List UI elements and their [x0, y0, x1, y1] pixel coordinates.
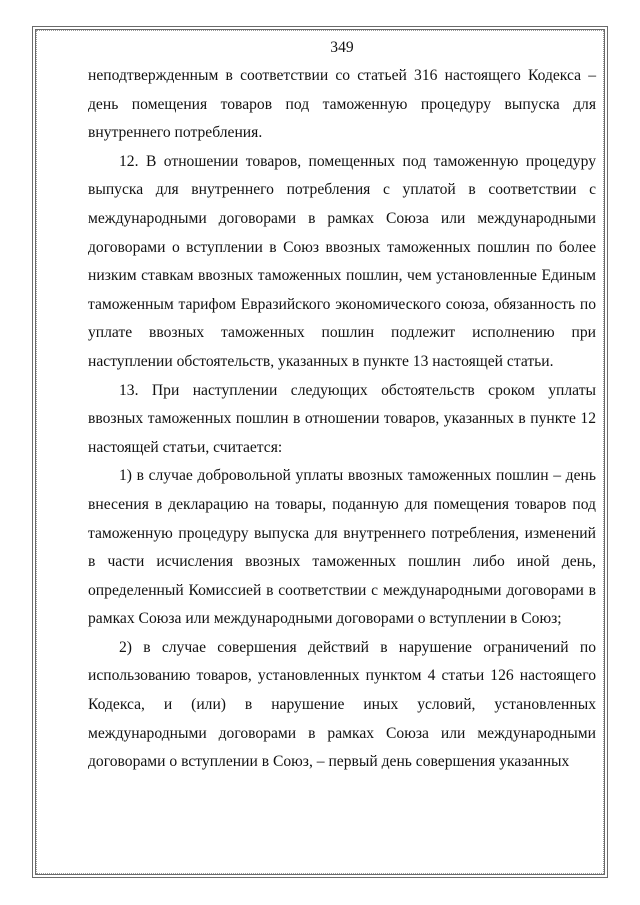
paragraph-subitem-2: 2) в случае совершения действий в нарушение ограничений по использованию товаров, установленных пунктом 4 статьи 126 настоящего Кодекса, и (или) в нарушение иных условий, установленных международными договорами в рамках Союза или международными договорами о вступлении в Союз, – первый день совершения указанных: [88, 638, 596, 771]
page-number: 349: [330, 39, 354, 56]
paragraph-item-12: 12. В отношении товаров, помещенных под таможенную процедуру выпуска для внутреннего потребления с уплатой в соответствии с международными договорами в рамках Союза или международными договорами о вступлении в Союз ввозных таможенных пошлин по более низким ставкам ввозных таможенных пошлин, чем установленные Единым таможенным тарифом Евразийского экономического союза, обязанность по уплате ввозных таможенных пошлин подлежит исполнению при наступлении обстоятельств, указанных в пункте 13 настоящей статьи.: [88, 152, 596, 370]
paragraph-item-13: 13. При наступлении следующих обстоятельств сроком уплаты ввозных таможенных пошлин в отношении товаров, указанных в пункте 12 настоящей статьи, считается:: [88, 381, 596, 456]
paragraph-continuation: неподтвержденным в соответствии со статьей 316 настоящего Кодекса – день помещения товаров под таможенную процедуру выпуска для внутреннего потребления.: [88, 67, 596, 142]
paragraph-subitem-1: 1) в случае добровольной уплаты ввозных таможенных пошлин – день внесения в декларацию на товары, поданную для помещения товаров под таможенную процедуру выпуска для внутреннего потребления, изменений в части исчисления ввозных таможенных пошлин либо иной день, определенный Комиссией в соответствии с международными договорами в рамках Союза или международными договорами о вступлении в Союз;: [88, 467, 596, 628]
document-page: [88, 34, 596, 777]
